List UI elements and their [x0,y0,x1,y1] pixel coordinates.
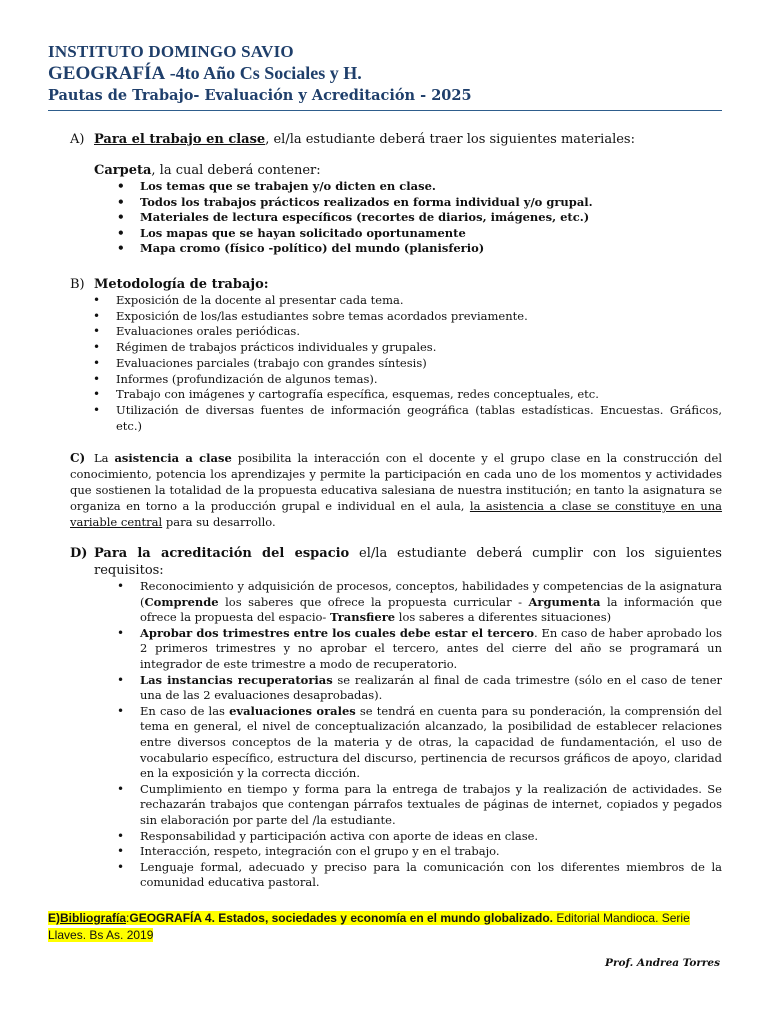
section-c-label: C) [70,451,86,465]
list-item: • Los mapas que se hayan solicitado oportunamente [140,226,722,242]
bibliography-line: E)Bibliografía:GEOGRAFÍA 4. Estados, sociedades y economía en el mundo globalizado. Editorial Mandioca. Serie Llaves. Bs As. 2019 [48,911,690,942]
section-b-heading: B) Metodología de trabajo: [70,277,269,292]
teacher-signature: Prof. Andrea Torres [605,957,720,969]
list-item: • Las instancias recuperatorias se realizarán al final de cada trimestre (sólo en el caso de tener una de las 2 evaluaciones desaprobadas). [140,673,722,704]
institute-name: INSTITUTO DOMINGO SAVIO [48,42,294,61]
list-item: • Evaluaciones parciales (trabajo con grandes síntesis) [116,356,722,372]
materials-list [140,179,722,257]
section-b [70,276,722,434]
requirements-list [140,579,722,891]
bibliography-book: GEOGRAFÍA 4. Estados, sociedades y economía en el mundo globalizado. [129,911,554,925]
course-name: -4to Año Cs Sociales y H. [165,63,362,83]
list-item: • Interacción, respeto, integración con el grupo y en el trabajo. [140,844,722,860]
section-a [70,131,722,257]
attendance-emphasis: la asistencia a clase se constituye en una variable central [70,499,723,529]
list-item: • Trabajo con imágenes y cartografía específica, esquemas, redes conceptuales, etc. [116,387,722,403]
section-d-title: Para la acreditación del espacio [94,546,350,561]
attendance-term: asistencia a clase [114,451,232,465]
section-c: C) La asistencia a clase posibilita la interacción con el docente y el grupo clase en la construcción del conocimiento, potencia los aprendizajes y permite la participación en cada uno de los momentos y actividades que sostienen la totalidad de la propuesta educativa salesiana de nuestra institución; en tanto la asignatura se organiza en torno a la producción grupal e individual en el aula, la asistencia a clase se constituye en una variable central para su desarrollo. [70,451,723,529]
section-a-heading: A) Para el trabajo en clase, el/la estudiante deberá traer los siguientes materiales: [70,132,635,147]
section-b-title: Metodología de trabajo: [94,277,269,292]
list-item: • Exposición de los/las estudiantes sobre temas acordados previamente. [116,309,722,325]
section-e [48,910,724,944]
subject-name: GEOGRAFÍA [48,63,166,84]
bibliography-publisher: Editorial Mandioca. Serie Llaves. Bs As. 2019 [48,911,690,942]
list-item: • Aprobar dos trimestres entre los cuales debe estar el tercero. En caso de haber aprobado los 2 primeros trimestres y no aprobar el tercero, antes del cierre del año se programará un integrador de este trimestre a modo de recuperatorio. [140,626,722,673]
list-item: • Régimen de trabajos prácticos individuales y grupales. [116,340,722,356]
list-item: • Materiales de lectura específicos (recortes de diarios, imágenes, etc.) [140,210,722,226]
list-item: • Cumplimiento en tiempo y forma para la entrega de trabajos y la realización de actividades. Se rechazarán trabajos que contengan párrafos textuales de páginas de internet, copiados y pegados sin elaboración por parte del /la estudiante. [140,782,722,829]
section-d [70,546,722,891]
methodology-list [116,293,722,434]
list-item: • Exposición de la docente al presentar cada tema. [116,293,722,309]
list-item: • Los temas que se trabajen y/o dicten en clase. [140,179,722,195]
section-a-title: Para el trabajo en clase [94,132,266,147]
list-item: • Evaluaciones orales periódicas. [116,324,722,340]
list-item: • Utilización de diversas fuentes de información geográfica (tablas estadísticas. Encuestas. Gráficos, etc.) [116,403,722,434]
list-item: • Informes (profundización de algunos temas). [116,372,722,388]
list-item: • En caso de las evaluaciones orales se tendrá en cuenta para su ponderación, la comprensión del tema en general, el nivel de conceptualización alcanzado, la posibilidad de establecer relaciones entre diversos conceptos de la materia y de otras, la capacidad de fundamentación, el uso de vocabulario específico, estructura del discurso, pertinencia de recursos gráficos de apoyo, claridad en la exposición y la correcta dicción. [140,704,722,782]
list-item: • Lenguaje formal, adecuado y preciso para la comunicación con los diferentes miembros de la comunidad educativa pastoral. [140,860,722,891]
document-header [48,42,722,111]
list-item: • Todos los trabajos prácticos realizados en forma individual y/o grupal. [140,195,722,211]
list-item: • Reconocimiento y adquisición de procesos, conceptos, habilidades y competencias de la asignatura (Comprende los saberes que ofrece la propuesta curricular - Argumenta la información que ofrece la propuesta del espacio- Transfiere los saberes a diferentes situaciones) [140,579,722,626]
subject-title [48,62,722,85]
document-subtitle: Pautas de Trabajo- Evaluación y Acreditación - 2025 [48,87,472,104]
bibliography-title: Bibliografía [60,911,127,925]
list-item: • Mapa cromo (físico -político) del mundo (planisferio) [140,241,722,257]
list-item: • Responsabilidad y participación activa con aporte de ideas en clase. [140,829,722,845]
carpeta-line: Carpeta, la cual deberá contener: [94,163,321,178]
section-d-heading: D) Para la acreditación del espacio el/la estudiante deberá cumplir con los siguientes requisitos: [70,546,722,578]
